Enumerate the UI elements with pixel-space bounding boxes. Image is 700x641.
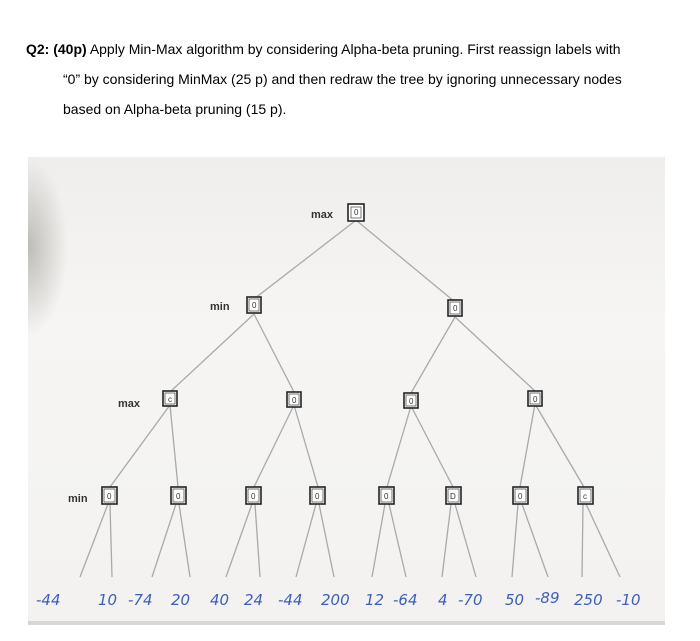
edge bbox=[110, 405, 170, 487]
edge bbox=[357, 221, 455, 302]
edge bbox=[170, 314, 254, 392]
edge bbox=[389, 504, 406, 577]
edge bbox=[512, 504, 518, 577]
node-value: 0 bbox=[453, 304, 458, 313]
question-text bbox=[26, 34, 676, 124]
edge bbox=[442, 504, 451, 577]
node-value: 0 bbox=[107, 492, 112, 501]
question-line-1 bbox=[26, 34, 676, 64]
tree-node-level2 bbox=[163, 391, 177, 406]
question-heading: Q2: (40p) bbox=[26, 41, 87, 57]
question-line-2: “0” by considering MinMax (25 p) and then redraw the tree by ignoring unnecessary nodes bbox=[63, 71, 622, 87]
tree-node-level3 bbox=[379, 487, 394, 504]
leaf-value: 24 bbox=[244, 591, 264, 609]
leaf-values bbox=[36, 589, 641, 609]
leaf-value: 10 bbox=[98, 591, 118, 609]
edge bbox=[455, 317, 535, 391]
tree-photo bbox=[28, 157, 665, 625]
edge bbox=[152, 504, 176, 577]
edge bbox=[170, 405, 178, 487]
tree-node-level3 bbox=[578, 487, 593, 504]
level-label-max-2: max bbox=[118, 398, 141, 410]
node-value: 0 bbox=[384, 492, 389, 501]
node-value: 0 bbox=[176, 492, 181, 501]
node-value: 0 bbox=[252, 301, 257, 310]
tree-node-level1 bbox=[247, 297, 261, 313]
level-label-max-root: max bbox=[311, 209, 334, 221]
leaf-value: 50 bbox=[505, 591, 525, 609]
edge bbox=[411, 406, 453, 487]
leaf-value: -89 bbox=[535, 589, 560, 607]
edge bbox=[254, 221, 355, 299]
edge bbox=[294, 405, 318, 487]
edge bbox=[80, 504, 108, 577]
edge bbox=[319, 504, 334, 577]
tree-node-level2 bbox=[287, 392, 301, 407]
node-value: c bbox=[168, 395, 172, 404]
node-value: 0 bbox=[315, 492, 320, 501]
leaf-value: -64 bbox=[393, 591, 418, 609]
leaf-value: 250 bbox=[574, 591, 603, 609]
leaf-value: -70 bbox=[458, 591, 483, 609]
tree-node-root bbox=[348, 204, 364, 221]
edge bbox=[520, 404, 535, 487]
edge bbox=[110, 504, 112, 577]
tree-node-level3 bbox=[310, 487, 325, 504]
node-value: 0 bbox=[251, 492, 256, 501]
tree-node-level2 bbox=[404, 393, 418, 408]
edge bbox=[387, 406, 411, 487]
edge bbox=[586, 504, 620, 577]
level-label-min-3: min bbox=[68, 493, 88, 505]
level-label-min-1: min bbox=[210, 301, 230, 313]
leaf-value: 4 bbox=[438, 591, 448, 609]
game-tree-diagram bbox=[28, 157, 665, 625]
tree-node-level3 bbox=[246, 487, 261, 504]
leaf-value: 200 bbox=[321, 591, 350, 609]
question-line-1-text: Apply Min-Max algorithm by considering Alpha-beta pruning. First reassign labels with bbox=[89, 41, 621, 57]
leaf-value: 20 bbox=[171, 591, 191, 609]
leaf-value: -44 bbox=[36, 591, 61, 609]
edge bbox=[226, 504, 252, 577]
edge bbox=[254, 314, 294, 392]
edge bbox=[411, 317, 455, 393]
tree-node-level1 bbox=[448, 300, 462, 316]
node-value: 0 bbox=[409, 397, 414, 406]
leaf-value: -44 bbox=[278, 591, 303, 609]
node-value: 0 bbox=[354, 208, 359, 217]
edge bbox=[455, 504, 476, 577]
edge bbox=[372, 504, 385, 577]
tree-node-level3 bbox=[446, 487, 461, 504]
tree-node-level3 bbox=[171, 487, 186, 504]
question-line-3: based on Alpha-beta pruning (15 p). bbox=[63, 101, 287, 117]
edge bbox=[535, 404, 584, 487]
node-value: D bbox=[450, 492, 456, 501]
edge bbox=[582, 504, 583, 577]
edge bbox=[296, 504, 316, 577]
edge bbox=[255, 504, 260, 577]
edge bbox=[254, 405, 294, 487]
leaf-value: -74 bbox=[128, 591, 153, 609]
node-value: c bbox=[583, 492, 587, 501]
leaf-value: 12 bbox=[365, 591, 385, 609]
node-value: 0 bbox=[518, 492, 523, 501]
tree-node-level3 bbox=[102, 487, 117, 504]
edge bbox=[522, 504, 548, 577]
tree-node-level3 bbox=[513, 487, 528, 504]
node-value: 0 bbox=[292, 396, 297, 405]
leaf-value: -10 bbox=[616, 591, 641, 609]
edge bbox=[179, 504, 190, 577]
node-value: 0 bbox=[533, 395, 538, 404]
leaf-value: 40 bbox=[210, 591, 230, 609]
tree-node-level2 bbox=[528, 391, 542, 406]
